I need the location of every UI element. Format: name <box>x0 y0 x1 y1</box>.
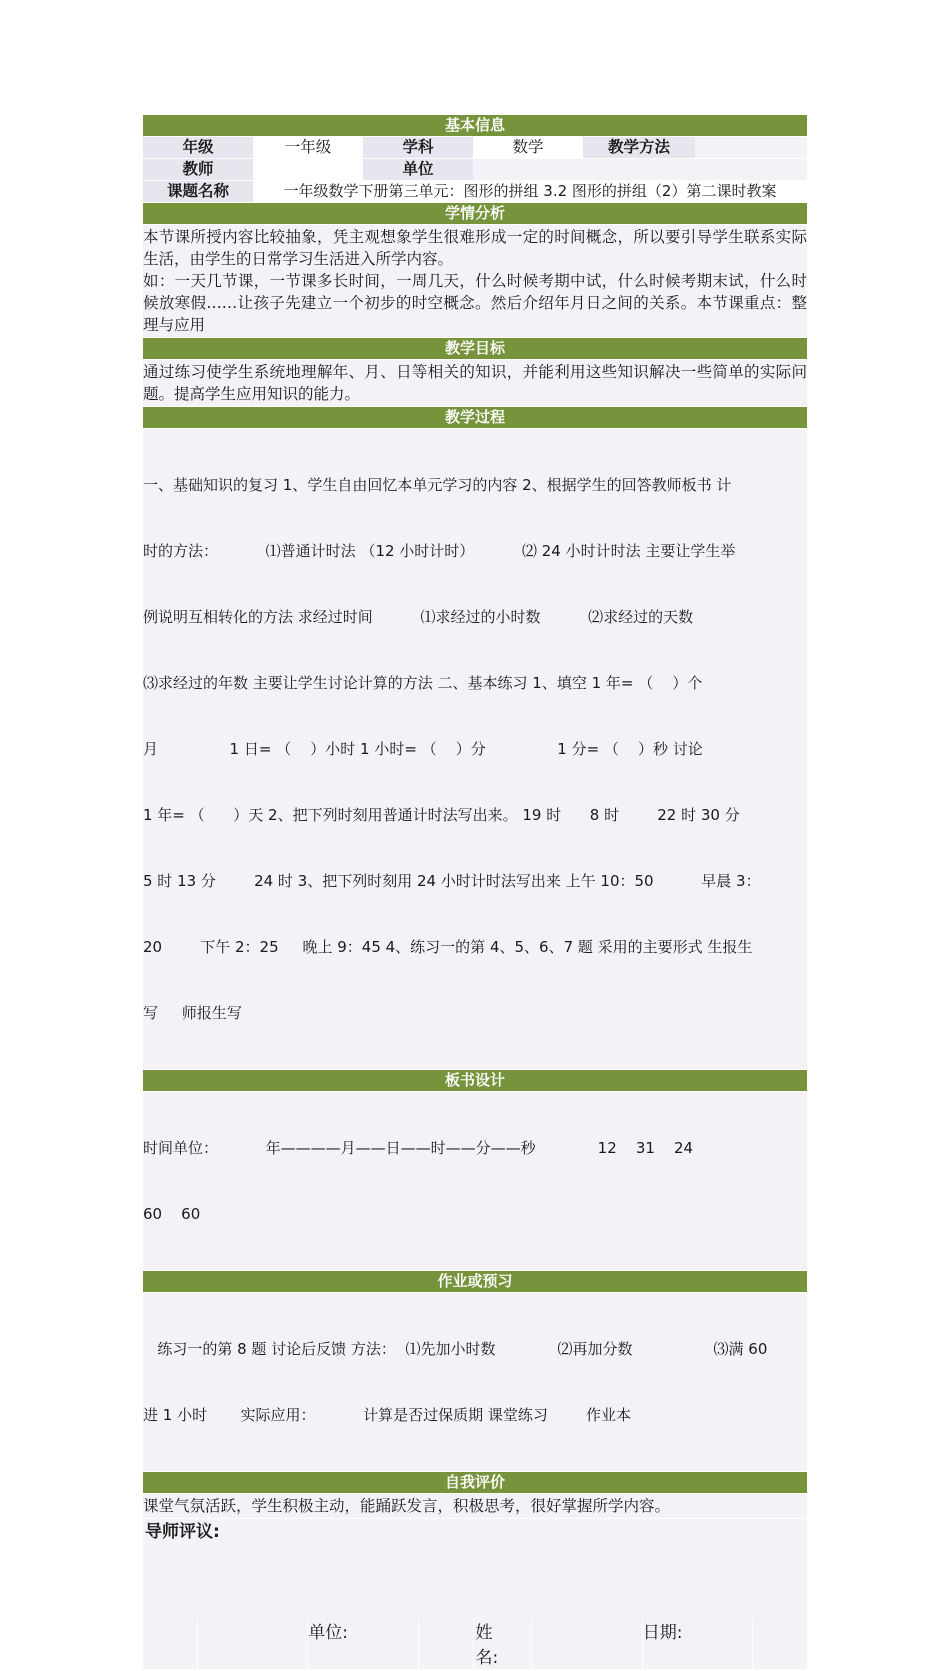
tutor-comment-label: 导师评议: <box>145 1522 220 1542</box>
signature-name-label: 姓名: <box>473 1619 532 1669</box>
process-line: 写 师报生写 <box>143 1004 242 1022</box>
teacher-label: 教师 <box>143 159 253 180</box>
analysis-paragraph-2: 如：一天几节课，一节课多长时间，一周几天，什么时候考期中试，什么时候考期末试，什么时候放寒假……让孩子先建立一个初步的时空概念。然后介绍年月日之间的关系。本节课重点：整理与应用 <box>143 272 807 334</box>
analysis-paragraph-1: 本节课所授内容比较抽象，凭主观想象学生很难形成一定的时间概念，所以要引导学生联系实际生活，由学生的日常学习生活进入所学内容。 <box>143 228 807 268</box>
tutor-comment-box <box>143 1519 807 1619</box>
section-header-process: 教学过程 <box>143 407 807 428</box>
signature-cell-blank <box>143 1619 197 1669</box>
process-line: 1 年= （ ）天 2、把下列时刻用普通计时法写出来。 19 时 8 时 22 时 30 分 <box>143 806 740 824</box>
homework-text <box>143 1293 807 1471</box>
signature-row <box>143 1619 807 1669</box>
signature-cell-blank <box>418 1619 473 1669</box>
lesson-title-label: 课题名称 <box>143 181 253 202</box>
signature-cell-blank <box>531 1619 642 1669</box>
subject-label: 学科 <box>363 137 473 158</box>
signature-cell-blank <box>752 1619 807 1669</box>
teacher-value <box>253 159 363 180</box>
objectives-text <box>143 360 807 406</box>
homework-line: 进 1 小时 实际应用： 计算是否过保质期 课堂练习 作业本 <box>143 1406 632 1424</box>
lesson-plan-sheet <box>143 115 807 1669</box>
process-line: 一、基础知识的复习 1、学生自由回忆本单元学习的内容 2、根据学生的回答教师板书 计 <box>143 476 732 494</box>
section-header-analysis: 学情分析 <box>143 203 807 224</box>
self-eval-text <box>143 1494 807 1518</box>
lesson-title-value: 一年级数学下册第三单元：图形的拼组 3.2 图形的拼组（2）第二课时教案 <box>253 181 807 202</box>
signature-unit-label: 单位: <box>307 1619 418 1669</box>
grade-label: 年级 <box>143 137 253 158</box>
info-row-teacher-unit <box>143 159 807 180</box>
signature-date-label: 日期: <box>642 1619 753 1669</box>
process-line: 5 时 13 分 24 时 3、把下列时刻用 24 小时计时法写出来 上午 10：50 早晨 3： <box>143 872 761 890</box>
unit-value <box>473 159 807 180</box>
info-row-grade-subject <box>143 137 807 158</box>
section-header-basic-info: 基本信息 <box>143 115 807 136</box>
method-label: 教学方法 <box>583 137 695 158</box>
signature-cell-blank <box>197 1619 308 1669</box>
method-value <box>695 137 807 158</box>
self-eval-paragraph: 课堂气氛活跃，学生积极主动，能踊跃发言，积极思考，很好掌握所学内容。 <box>143 1497 671 1515</box>
analysis-text <box>143 225 807 337</box>
unit-label: 单位 <box>363 159 473 180</box>
process-line: ⑶求经过的年数 主要让学生讨论计算的方法 二、基本练习 1、填空 1 年= （ ）个 <box>143 674 703 692</box>
info-row-lesson-title <box>143 181 807 202</box>
process-line: 例说明互相转化的方法 求经过时间 ⑴求经过的小时数 ⑵求经过的天数 <box>143 608 694 626</box>
board-text <box>143 1092 807 1270</box>
objectives-paragraph: 通过练习使学生系统地理解年、月、日等相关的知识，并能利用这些知识解决一些简单的实际问题。提高学生应用知识的能力。 <box>143 363 807 403</box>
process-line: 时的方法： ⑴普通计时法 （12 小时计时） ⑵ 24 小时计时法 主要让学生举 <box>143 542 736 560</box>
process-line: 20 下午 2：25 晚上 9：45 4、练习一的第 4、5、6、7 题 采用的主要形式 生报生 <box>143 938 753 956</box>
subject-value: 数学 <box>473 137 583 158</box>
board-line: 60 60 <box>143 1205 201 1223</box>
process-line: 月 1 日= （ ）小时 1 小时= （ ）分 1 分= （ ）秒 讨论 <box>143 740 703 758</box>
homework-line: 练习一的第 8 题 讨论后反馈 方法： ⑴先加小时数 ⑵再加分数 ⑶满 60 <box>143 1340 768 1358</box>
section-header-board: 板书设计 <box>143 1070 807 1091</box>
section-header-self-eval: 自我评价 <box>143 1472 807 1493</box>
section-header-homework: 作业或预习 <box>143 1271 807 1292</box>
grade-value: 一年级 <box>253 137 363 158</box>
process-text <box>143 429 807 1069</box>
section-header-objectives: 教学目标 <box>143 338 807 359</box>
board-line: 时间单位： 年————月——日——时——分——秒 12 31 24 <box>143 1139 694 1157</box>
